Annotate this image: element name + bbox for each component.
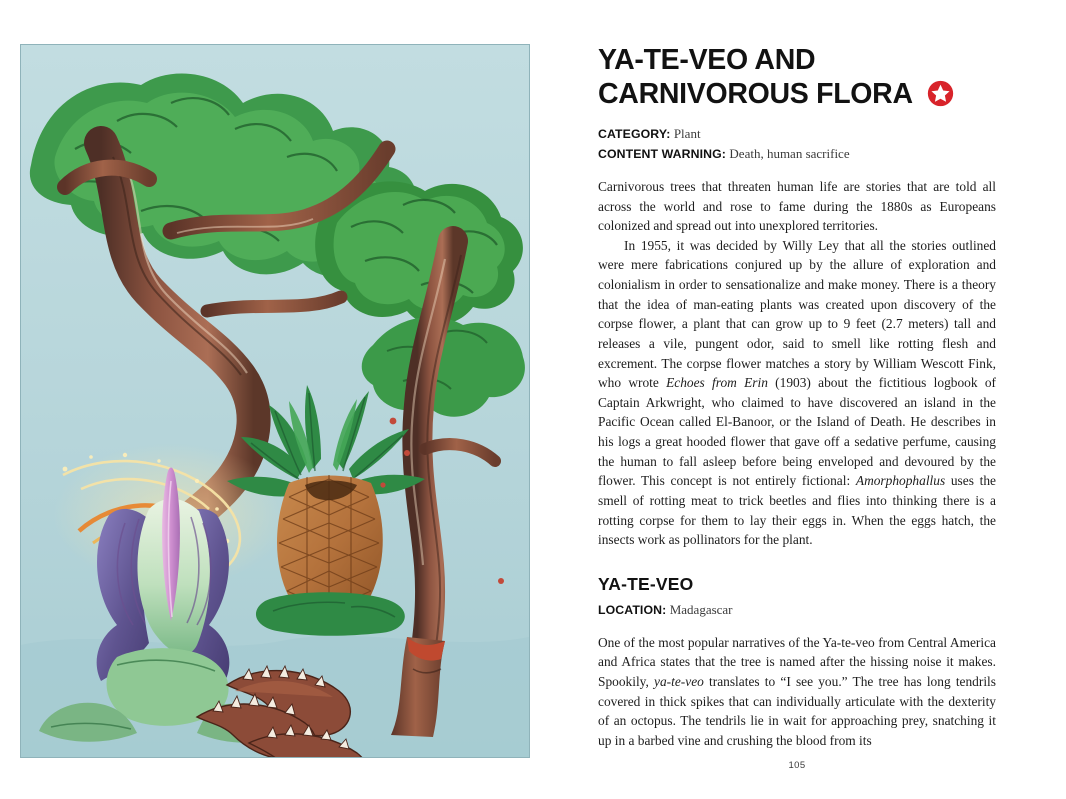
metadata-row-category (598, 125, 996, 144)
page-number: 105 (788, 760, 806, 771)
metadata-key-content-warning: CONTENT WARNING: (598, 147, 726, 162)
metadata-key-location: LOCATION: (598, 602, 667, 617)
metadata-key-category: CATEGORY: (598, 127, 671, 142)
metadata-value-category: Plant (673, 126, 701, 142)
metadata-value-location: Madagascar (669, 601, 733, 617)
article-text-column (598, 44, 996, 750)
page-title-line-2: CARNIVOROUS FLORA (598, 77, 912, 110)
carnivorous-flora-illustration (20, 44, 530, 758)
metadata-row-location (598, 601, 996, 620)
metadata-row-content-warning (598, 145, 996, 164)
paragraph-intro: Carnivorous trees that threaten human life are stories that are told all across the world and rose to fame during the 1880s as Europeans colonized and spread out into unexplored territories. (598, 178, 996, 234)
page-title-line-1: YA-TE-VEO AND (598, 44, 816, 76)
metadata-block (598, 125, 996, 164)
metadata-value-content-warning: Death, human sacrifice (729, 146, 850, 162)
section-heading-ya-te-veo: YA-TE-VEO (598, 573, 694, 594)
page-title (598, 44, 996, 111)
red-star-badge-icon (927, 80, 954, 107)
paragraph-history: In 1955, it was decided by Willy Ley that all the stories outlined were mere fabrications conjured up by the allure of exploration and colonialism in order to sensationalize and make money. There is a theory that the idea of man-eating plants was created upon discovery of the corpse flower, a plant that can grow up to 9 feet (2.7 meters) tall and releases a vile, pungent odor, said to smell like rotting flesh and excrement. The corpse flower matches a story by William Wescott Fink, who wrote Echoes from Erin (1903) about the fictitious logbook of Captain Arkwright, who claimed to have discovered an island in the Pacific Ocean called El-Banoor, or the Island of Death. He describes in his logs a great hooded flower that gave off a sedative perfume, causing the human to fall asleep before being enveloped and devoured by the flower. This concept is not entirely fictional: Amorphophallus uses the smell of rotting meat to trick beetles and flies into thinking there is a rotting corpse for them to lay their eggs in. When the eggs hatch, the insects work as pollinators for the plant. (598, 237, 996, 548)
section-metadata-block (598, 601, 996, 620)
paragraph-ya-te-veo: One of the most popular narratives of the Ya-te-veo from Central America and Africa states that the tree is named after the hissing noise it makes. Spookily, ya-te-veo translates to “I see you.” The tree has long tendrils covered in thick spikes that can individually articulate with the dexterity of an octopus. The tendrils lie in wait for approaching prey, snatching it up in a barbed vine and crushing the blood from its (598, 634, 996, 748)
